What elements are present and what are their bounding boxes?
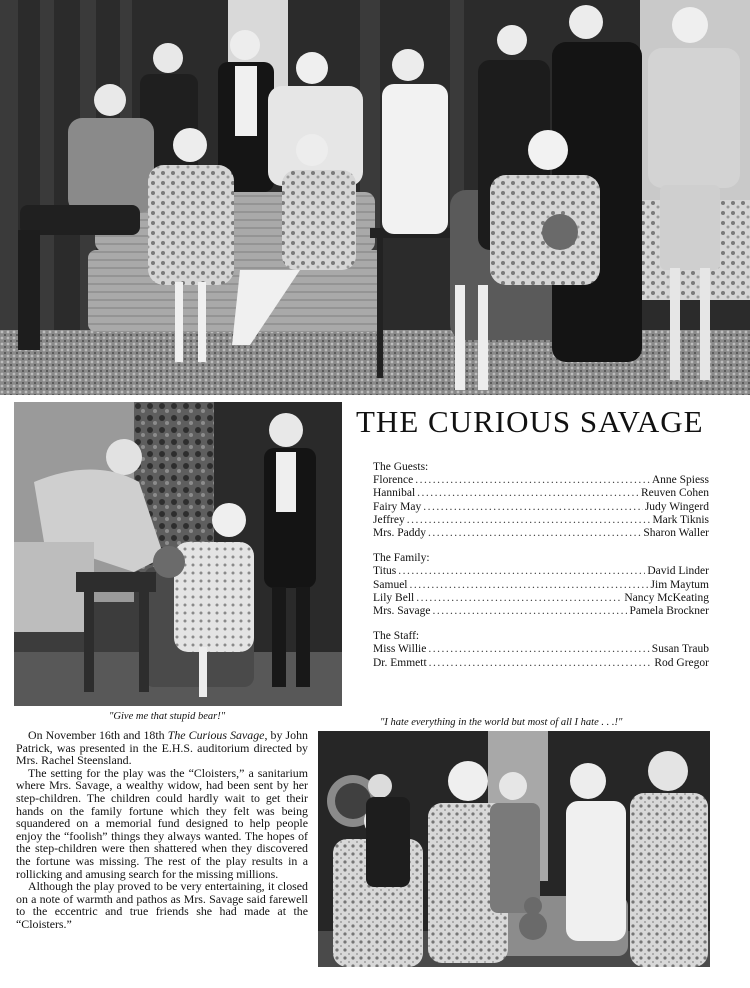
cast-group — [373, 461, 709, 540]
cast-group-title: The Guests: — [373, 461, 429, 473]
article-text — [16, 729, 308, 931]
cast-leader-dots — [423, 501, 643, 514]
cast-row — [373, 514, 709, 527]
cast-leader-dots — [398, 565, 645, 578]
cast-row — [373, 487, 709, 500]
cast-leader-dots — [417, 487, 639, 500]
cast-row — [373, 501, 709, 514]
article-paragraph-1 — [16, 729, 308, 767]
cast-role: Mrs. Savage — [373, 605, 431, 618]
cast-actor: Susan Traub — [651, 643, 709, 656]
cast-actor: David Linder — [647, 565, 709, 578]
cast-row — [373, 592, 709, 605]
cast-leader-dots — [415, 474, 650, 487]
cast-actor: Anne Spiess — [651, 474, 709, 487]
cast-role: Fairy May — [373, 500, 422, 513]
cast-list — [373, 461, 709, 682]
cast-role: Titus — [373, 565, 397, 578]
cast-role: Hannibal — [373, 487, 416, 500]
cast-row — [373, 657, 709, 670]
cast-role: Lily Bell — [373, 591, 415, 604]
scene-photo-hate — [318, 731, 710, 967]
cast-leader-dots — [416, 592, 622, 605]
cast-group-photo — [0, 0, 750, 395]
article-paragraph-2: The setting for the play was the “Cloisters,” a sanitarium where Mrs. Savage, a wealthy widow, had been sent by her step-children. The children could hardly wait to get their hands on the family fortune which they felt was being squandered on a memorial fund designed to help people enjoy the “foolish” things they always wanted. The hopes of the step-children were then shattered when they discovered the fortune was missing. The rest of the play results in a rollicking and amusing search for the missing millions. — [16, 765, 308, 881]
caption-hate-photo: "I hate everything in the world but most of all I hate . . .!" — [380, 717, 623, 728]
cast-group — [373, 630, 709, 670]
scene-photo-hate-image — [318, 731, 710, 967]
cast-actor: Rod Gregor — [654, 656, 709, 669]
cast-actor: Judy Wingerd — [644, 500, 709, 513]
cast-actor: Pamela Brockner — [629, 605, 709, 618]
cast-actor: Sharon Waller — [643, 527, 709, 540]
scene-photo-bear-image — [14, 402, 342, 706]
cast-row — [373, 565, 709, 578]
cast-role: Miss Willie — [373, 643, 427, 656]
cast-role: Florence — [373, 474, 414, 487]
cast-row — [373, 474, 709, 487]
cast-group — [373, 552, 709, 618]
cast-actor: Mark Tiknis — [652, 513, 709, 526]
article-p1-intro: On November 16th and 18th — [28, 728, 168, 742]
cast-role: Samuel — [373, 578, 408, 591]
cast-role: Dr. Emmett — [373, 656, 427, 669]
cast-row — [373, 527, 709, 540]
cast-group-title: The Family: — [373, 552, 430, 565]
cast-group-title: The Staff: — [373, 630, 420, 643]
cast-leader-dots — [429, 657, 653, 670]
cast-leader-dots — [433, 605, 628, 618]
cast-actor: Nancy McKeating — [624, 591, 709, 604]
cast-role: Jeffrey — [373, 513, 405, 526]
caption-bear-photo: "Give me that stupid bear!" — [109, 711, 226, 722]
cast-actor: Reuven Cohen — [640, 487, 709, 500]
article-p1-play-title: The Curious Savage — [167, 728, 265, 742]
play-title: THE CURIOUS SAVAGE — [356, 404, 704, 439]
cast-row — [373, 643, 709, 656]
cast-row — [373, 579, 709, 592]
cast-leader-dots — [428, 643, 649, 656]
cast-role: Mrs. Paddy — [373, 527, 427, 540]
cast-leader-dots — [410, 579, 649, 592]
cast-group-photo-image — [0, 0, 750, 395]
scene-photo-bear — [14, 402, 342, 706]
cast-leader-dots — [428, 527, 641, 540]
article-p1-rest: , by John Patrick, was presented in the E.H.S. auditorium directed by Mrs. Rachel Steensland. — [16, 728, 308, 768]
cast-row — [373, 605, 709, 618]
article-paragraph-3: Although the play proved to be very entertaining, it closed on a note of warmth and pathos as Mrs. Savage said farewell to the eccentric and true friends she had made at the “Cloisters.” — [16, 879, 308, 931]
cast-leader-dots — [407, 514, 651, 527]
cast-actor: Jim Maytum — [650, 578, 709, 591]
